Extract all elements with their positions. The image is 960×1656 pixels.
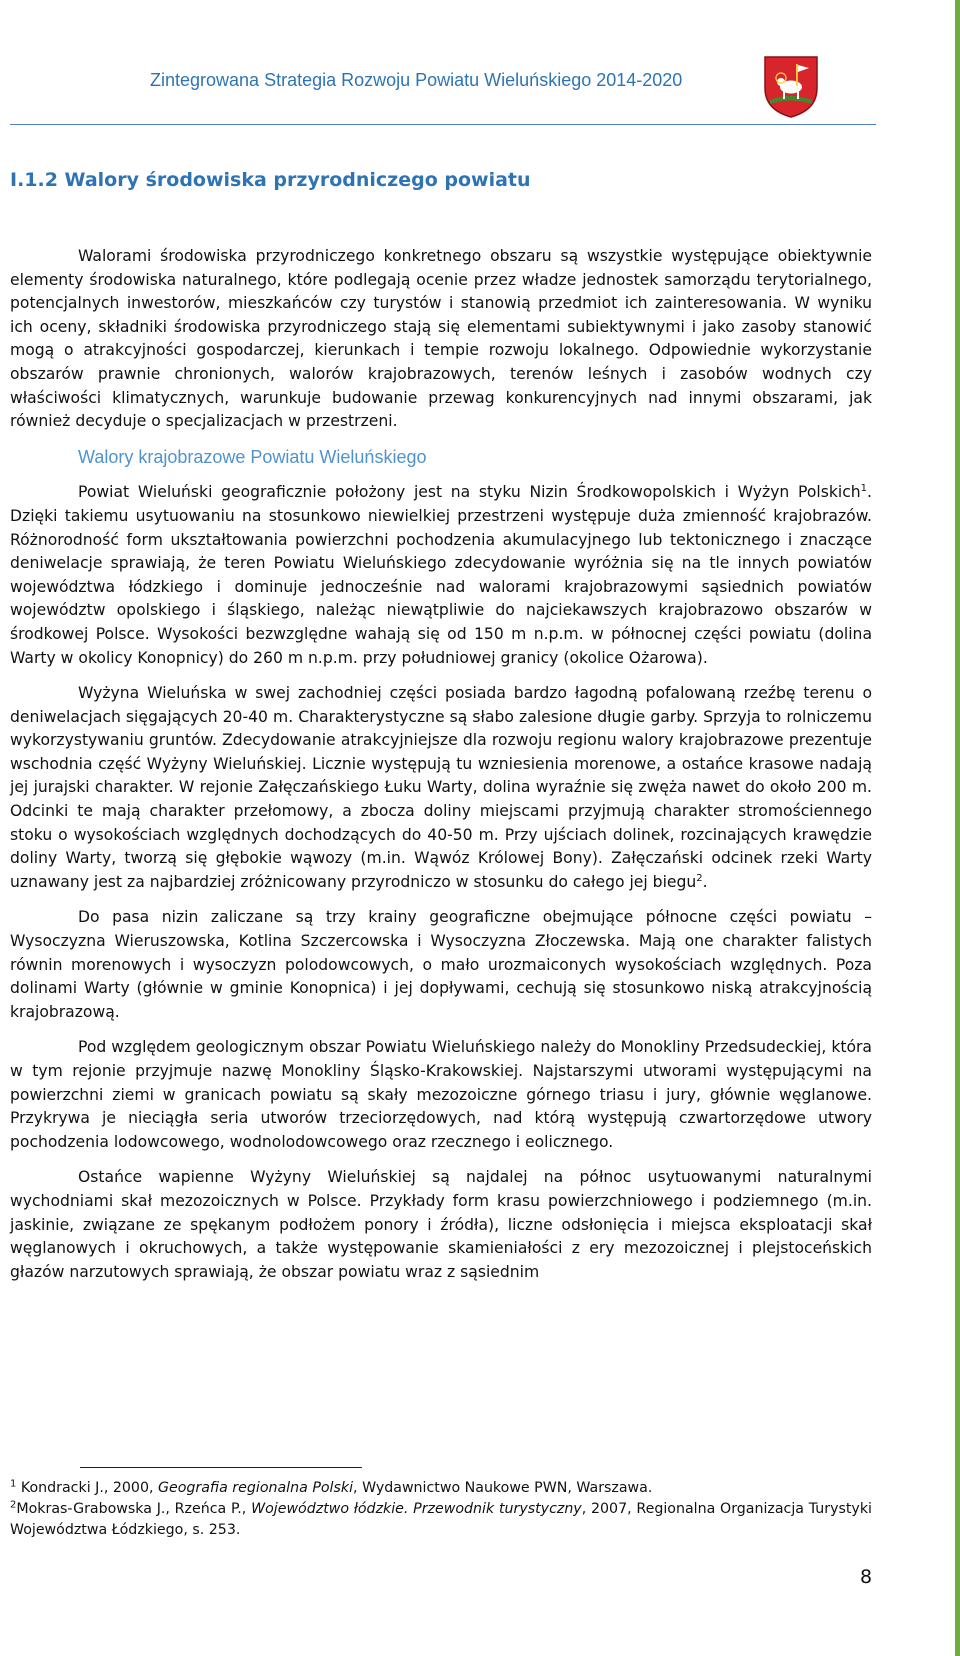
footnote-1-text-a: Kondracki J., 2000, — [16, 1480, 158, 1496]
footnote-ref-1: 1 — [860, 483, 868, 495]
footnote-1-number: 1 — [10, 1478, 17, 1490]
footnote-2-number: 2 — [10, 1499, 17, 1511]
paragraph-3-text-b: . — [702, 872, 708, 891]
paragraph-4: Do pasa nizin zaliczane są trzy krainy geograficzne obejmujące północne części powiatu – Wysoczyzna Wieruszowska, Kotlina Szczercowska i Wysoczyzna Złoczewska. Mają one charakter falistych równin morenowych i wysoczyzn polodowcowych, o mało urozmaiconych wysokościach względnych. Poza dolinami Warty (głównie w gminie Konopnica) i jej dopływami, cechują się stosunkowo niską atrakcyjnością krajobrazową. — [10, 908, 872, 1021]
header-title: Zintegrowana Strategia Rozwoju Powiatu Wieluńskiego 2014-2020 — [150, 70, 683, 90]
footnote-1 — [10, 1478, 872, 1499]
paragraph-1: Walorami środowiska przyrodniczego konkretnego obszaru są wszystkie występujące obiektywnie elementy środowiska naturalnego, które podlegają ocenie przez władze jednostek samorządu terytorialnego, potencjalnych inwestorów, mieszkańców czy turystów i stanowią przedmiot ich zainteresowania. W wyniku ich oceny, składniki środowiska przyrodniczego stają się elementami subiektywnymi i jako zasoby stanowić mogą o atrakcyjności gospodarczej, kierunkach i tempie rozwoju lokalnego. Odpowiednie wykorzystanie obszarów prawnie chronionych, walorów krajobrazowych, terenów leśnych i zasobów wodnych czy właściwości klimatycznych, warunkuje budowanie przewag konkurencyjnych nad innymi obszarami, jak również decyduje o specjalizacjach w przestrzeni. — [10, 247, 872, 431]
paragraph-2-text-a: Powiat Wieluński geograficznie położony jest na styku Nizin Środkowopolskich i Wyżyn Polskich — [78, 483, 861, 502]
paragraph-3-text-a: Wyżyna Wieluńska w swej zachodniej części posiada bardzo łagodną pofalowaną rzeźbę terenu o deniwelacjach sięgających 20-40 m. Charakterystyczne są słabo zalesione długie garby. Sprzyja to rolniczemu wykorzystywaniu gruntów. Zdecydowanie atrakcyjniejsze dla rozwoju regionu walory krajobrazowe prezentuje wschodnia część Wyżyny Wieluńskiej. Licznie występują tu wzniesienia morenowe, a ostańce krasowe nadają jej jurajski charakter. W rejonie Załęczańskiego Łuku Warty, dolina wyraźnie się zwęża nawet do około 200 m. Odcinki te mają charakter przełomowy, a zbocza doliny miejscami przyjmują charakter stromościennego stoku o wysokościach względnych dochodzących do 40-50 m. Przy ujściach dolinek, rozcinających krawędzie doliny Warty, tworzą się głębokie wąwozy (m.in. Wąwóz Królowej Bony). Załęczański odcinek rzeki Warty uznawany jest za najbardziej zróżnicowany przyrodniczo w stosunku do całego jej biegu — [10, 684, 872, 891]
footnote-2-title: Województwo łódzkie. Przewodnik turystyczny — [251, 1501, 582, 1517]
footnote-ref-2: 2 — [696, 872, 703, 884]
footnote-2 — [10, 1499, 872, 1541]
coat-of-arms-icon — [762, 54, 820, 120]
page-number: 8 — [860, 1566, 873, 1588]
footnote-1-text-b: , Wydawnictwo Naukowe PWN, Warszawa. — [353, 1480, 653, 1496]
paragraph-2 — [10, 481, 872, 670]
side-green-rule — [955, 0, 960, 1656]
section-heading: I.1.2 Walory środowiska przyrodniczego powiatu — [10, 169, 531, 191]
paragraph-6: Ostańce wapienne Wyżyny Wieluńskiej są najdalej na północ usytuowanymi naturalnymi wychodniami skał mezozoicznych w Polsce. Przykłady form krasu powierzchniowego i podziemnego (m.in. jaskinie, związane ze spękanym podłożem ponory i źródła), liczne odsłonięcia i miejsca eksploatacji skał węglanowych i okruchowych, a także występowanie skamieniałości z ery mezozoicznej i plejstoceńskich głazów narzutowych sprawiają, że obszar powiatu wraz z sąsiednim — [10, 1168, 872, 1281]
paragraph-3 — [10, 682, 872, 894]
footnote-separator — [80, 1467, 362, 1468]
footnote-1-title: Geografia regionalna Polski — [158, 1480, 354, 1496]
footnote-2-text-b: , 2007, Regionalna Organizacja Turystyki Województwa Łódzkiego, s. 253. — [10, 1501, 872, 1538]
page-header — [10, 62, 876, 125]
paragraph-5: Pod względem geologicznym obszar Powiatu Wieluńskiego należy do Monokliny Przedsudeckiej, która w tym rejonie przyjmuje nazwę Monokliny Śląsko-Krakowskiej. Najstarszymi utworami występującymi na powierzchni ziemi w granicach powiatu są skały mezozoiczne górnego triasu i jury, głównie węglanowe. Przykrywa je nieciągła seria utworów trzeciorzędowych, nad którą występują czwartorzędowe utwory pochodzenia lodowcowego, wodnolodowcowego oraz rzecznego i eolicznego. — [10, 1038, 872, 1151]
footnote-2-text-a: Mokras-Grabowska J., Rzeńca P., — [16, 1501, 252, 1517]
body-text — [10, 245, 872, 1284]
subheading: Walory krajobrazowe Powiatu Wieluńskiego — [78, 446, 427, 467]
footnotes — [10, 1478, 872, 1541]
paragraph-2-text-b: . Dzięki takiemu usytuowaniu na stosunkowo niewielkiej przestrzeni występuje duża zmienność krajobrazów. Różnorodność form ukształtowania powierzchni pochodzenia akumulacyjnego lub tektonicznego i znaczące deniwelacje sprawiają, że teren Powiatu Wieluńskiego zdecydowanie wyróżnia się na tle innych powiatów województwa łódzkiego i dominuje jednocześnie nad walorami krajobrazowymi sąsiednich powiatów województw opolskiego i śląskiego, należąc niewątpliwie do najciekawszych krajobrazowo obszarów w środkowej Polsce. Wysokości bezwzględne wahają się od 150 m n.p.m. w północnej części powiatu (dolina Warty w okolicy Konopnicy) do 260 m n.p.m. przy południowej granicy (okolice Ożarowa). — [10, 483, 872, 667]
